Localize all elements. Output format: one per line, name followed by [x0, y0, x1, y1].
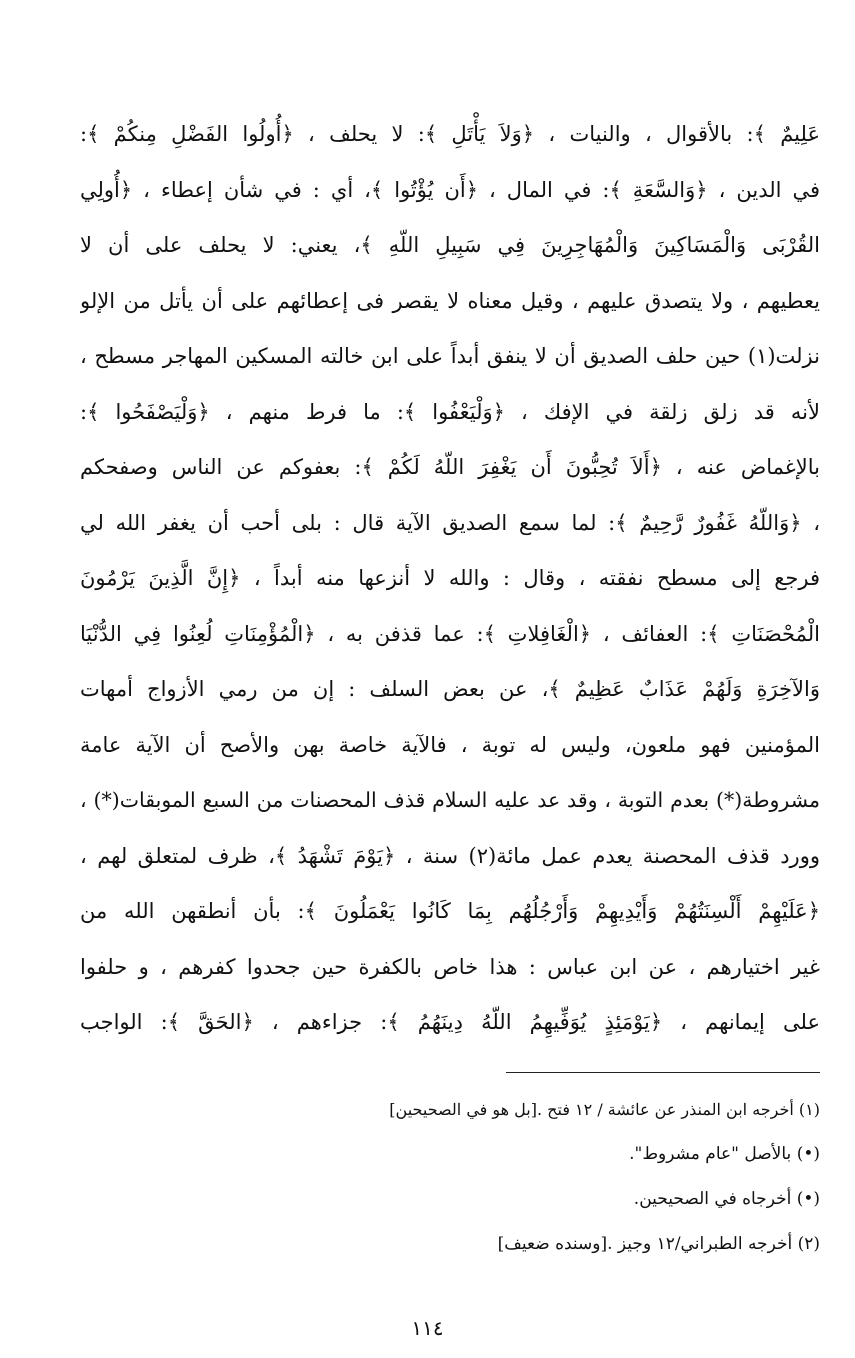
text-line: بالإغماض عنه ، ﴿أَلاَ تُحِبُّونَ أَن يَغْفِرَ اللّهُ لَكُمْ ﴾: بعفوكم عن الناس وصفحكم [80, 455, 820, 479]
main-text-body [80, 107, 820, 1051]
footnote-separator [506, 1072, 820, 1073]
text-line: غير اختيارهم ، عن ابن عباس : هذا خاص بالكفرة حين جحدوا كفرهم ، و حلفوا [80, 954, 820, 979]
text-line: مشروطة(*) بعدم التوبة ، وقد عد عليه السلام قذف المحصنات من السبع الموبقات(*) ، [80, 788, 820, 812]
footnote-3: (•) أخرجاه في الصحيحين. [633, 1189, 820, 1209]
footnote-1: (١) أخرجه ابن المنذر عن عائشة / ١٢ فتح .[بل هو في الصحيحين] [389, 1100, 820, 1119]
text-line: يعطيهم ، ولا يتصدق عليهم ، وقيل معناه لا يقصر فى إعطائهم على أن يأتل من الإلو [80, 288, 820, 313]
text-line: نزلت(١) حين حلف الصديق أن لا ينفق أبداً على ابن خالته المسكين المهاجر مسطح ، [80, 344, 820, 368]
text-line: الْمُحْصَنَاتِ ﴾: العفائف ، ﴿الْغَافِلاتِ ﴾: عما قذفن به ، ﴿الْمُؤْمِنَاتِ لُعِنُوا فِي الدُّنْيَا [80, 621, 820, 646]
footnote-4: (٢) أخرجه الطبراني/١٢ وجيز .[وسنده ضعيف] [497, 1234, 820, 1254]
text-line: لأنه قد زلق زلقة في الإفك ، ﴿وَلْيَعْفُوا ﴾: ما فرط منهم ، ﴿وَلْيَصْفَحُوا ﴾: [80, 399, 820, 424]
text-line: عَلِيمٌ ﴾: بالأقوال ، والنيات ، ﴿وَلاَ يَأْتَلِ ﴾: لا يحلف ، ﴿أُولُوا الفَضْلِ مِنكُمْ ﴾: [80, 122, 820, 146]
text-line: القُرْبَى وَالْمَسَاكِينَ وَالْمُهَاجِرِينَ فِي سَبِيلِ اللّهِ ﴾، يعني: لا يحلف على أن لا [80, 233, 820, 257]
text-line: فرجع إلى مسطح نفقته ، وقال : والله لا أنزعها منه أبداً ، ﴿إِنَّ الَّذِينَ يَرْمُونَ [80, 566, 820, 590]
footnote-2: (•) بالأصل "عام مشروط". [629, 1144, 820, 1164]
text-line: وَالآخِرَةِ وَلَهُمْ عَذَابٌ عَظِيمٌ ﴾، عن بعض السلف : إن من رمي الأزواج أمهات [80, 677, 820, 701]
text-line: على إيمانهم ، ﴿يَوْمَئِذٍ يُوَفِّيهِمُ اللّهُ دِينَهُمُ ﴾: جزاءهم ، ﴿الحَقَّ ﴾: الواجب [80, 1010, 820, 1034]
text-line: المؤمنين فهو ملعون، وليس له توبة ، فالآية خاصة بهن والأصح أن الآية عامة [80, 732, 820, 757]
text-line: ، ﴿وَاللّهُ غَفُورٌ رَّحِيمٌ ﴾: لما سمع الصديق الآية قال : بلى أحب أن يغفر الله لي [80, 510, 820, 535]
text-line: ﴿عَلَيْهِمْ أَلْسِنَتُهُمْ وَأَيْدِيهِمْ وَأَرْجُلُهُم بِمَا كَانُوا يَعْمَلُونَ ﴾: بأن أنطقهن الله من [80, 899, 820, 923]
page-number: ١١٤ [411, 1316, 444, 1340]
footnotes [380, 1087, 820, 1267]
text-line: وورد قذف المحصنة يعدم عمل مائة(٢) سنة ، ﴿يَوْمَ تَشْهَدُ ﴾، ظرف لمتعلق لهم ، [80, 843, 820, 868]
text-line: في الدين ، ﴿وَالسَّعَةِ ﴾: في المال ، ﴿أَن يُؤْتُوا ﴾، أي : في شأن إعطاء ، ﴿أُولِي [80, 177, 820, 202]
